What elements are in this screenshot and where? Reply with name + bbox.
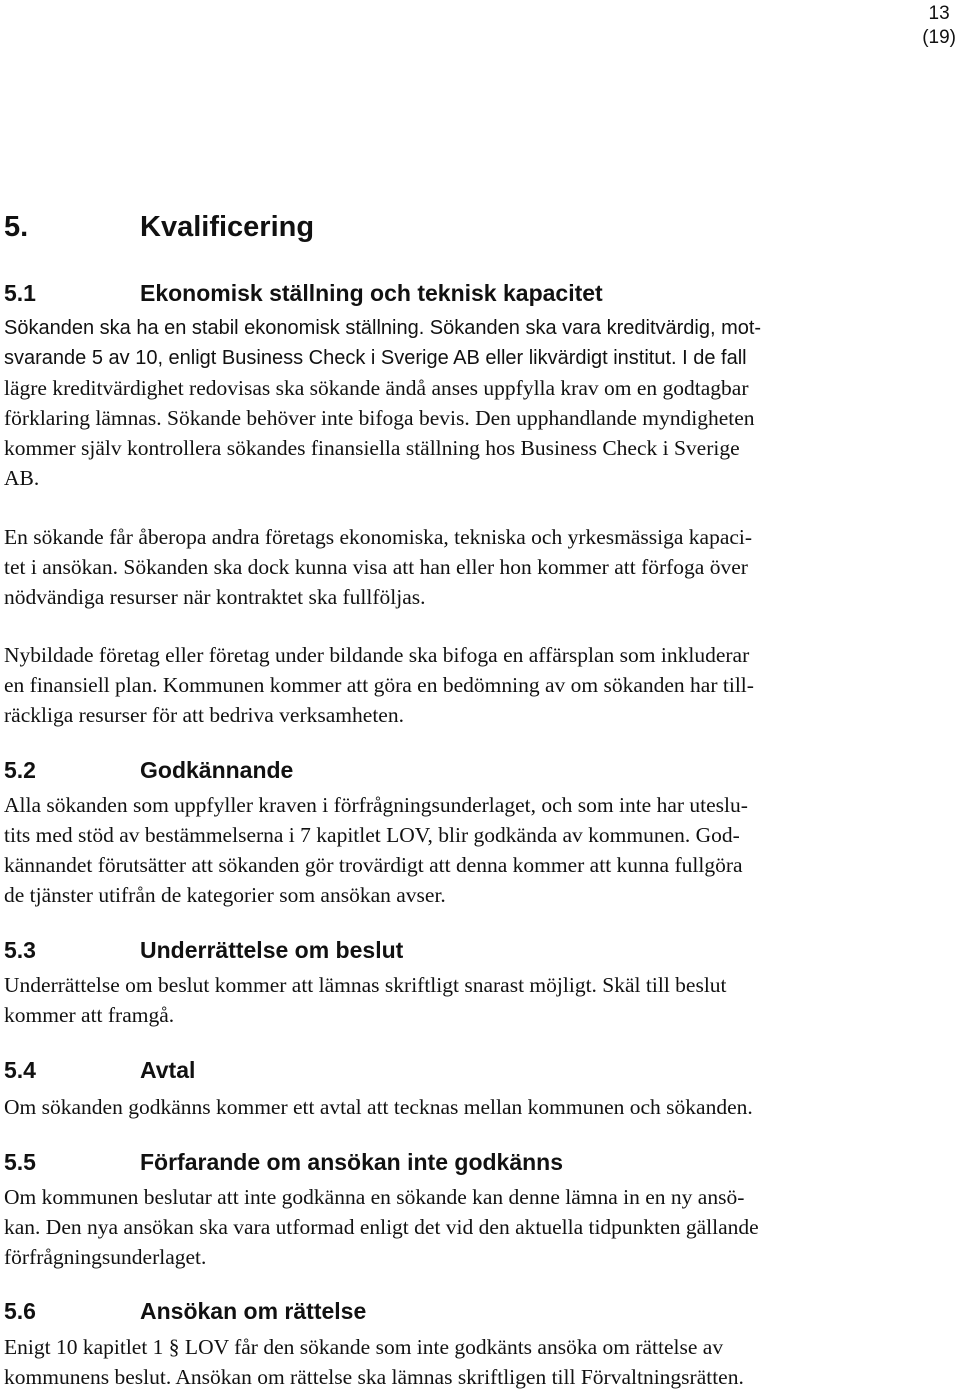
section-number: 5.6 <box>4 1298 36 1324</box>
section-heading-5-6 <box>4 1297 366 1325</box>
text-line: förklaring lämnas. Sökande behöver inte bifoga bevis. Den upphandlande myndigheten <box>4 406 755 430</box>
paragraph-5-4 <box>4 1092 954 1122</box>
text-line: tits med stöd av bestämmelserna i 7 kapitlet LOV, blir godkända av kommunen. God- <box>4 823 740 847</box>
paragraph-5-1-b <box>4 522 954 612</box>
section-heading-5 <box>4 210 314 244</box>
text-line: förfrågningsunderlaget. <box>4 1245 207 1269</box>
text-line: tet i ansökan. Sökanden ska dock kunna visa att han eller hon kommer att förfoga över <box>4 555 748 579</box>
text-line: en finansiell plan. Kommunen kommer att göra en bedömning av om sökanden har till- <box>4 673 754 697</box>
text-line: Alla sökanden som uppfyller kraven i förfrågningsunderlaget, och som inte har uteslu- <box>4 793 748 817</box>
paragraph-5-3 <box>4 970 954 1030</box>
text-line: Enigt 10 kapitlet 1 § LOV får den sökande som inte godkänts ansöka om rättelse av <box>4 1335 724 1359</box>
page-number-current: 13 <box>928 3 950 24</box>
text-line: kännandet förutsätter att sökanden gör trovärdigt att denna kommer att kunna fullgöra <box>4 853 743 877</box>
section-heading-5-2 <box>4 756 293 784</box>
paragraph-5-5 <box>4 1182 954 1272</box>
text-line: Om sökanden godkänns kommer ett avtal att tecknas mellan kommunen och sökanden. <box>4 1095 753 1119</box>
section-number: 5.2 <box>4 757 36 783</box>
section-number: 5.1 <box>4 280 36 306</box>
text-line: svarande 5 av 10, enligt Business Check i Sverige AB eller likvärdigt institut. I de fall <box>4 347 747 369</box>
text-line: Nybildade företag eller företag under bildande ska bifoga en affärsplan som inkluderar <box>4 643 750 667</box>
text-line: En sökande får åberopa andra företags ekonomiska, tekniska och yrkesmässiga kapaci- <box>4 525 753 549</box>
page-number <box>922 2 956 50</box>
section-title: Kvalificering <box>140 211 315 243</box>
text-line: kommer att framgå. <box>4 1003 175 1027</box>
paragraph-5-6 <box>4 1332 954 1392</box>
text-line: Sökanden ska ha en stabil ekonomisk ställning. Sökanden ska vara kreditvärdig, mot- <box>4 317 762 339</box>
text-line: kommer själv kontrollera sökandes finansiella ställning hos Business Check i Sverige <box>4 436 740 460</box>
section-number: 5.3 <box>4 937 36 963</box>
section-number: 5.5 <box>4 1149 36 1175</box>
section-number: 5. <box>4 211 29 243</box>
text-line: Om kommunen beslutar att inte godkänna en sökande kan denne lämna in en ny ansö- <box>4 1185 745 1209</box>
section-heading-5-4 <box>4 1056 195 1084</box>
paragraph-5-2 <box>4 790 954 910</box>
section-title: Ansökan om rättelse <box>140 1298 367 1324</box>
text-line: räckliga resurser för att bedriva verksamheten. <box>4 703 404 727</box>
section-heading-5-5 <box>4 1148 563 1176</box>
paragraph-5-1-c <box>4 640 954 730</box>
text-line: kan. Den nya ansökan ska vara utformad enligt det vid den aktuella tidpunkten gällande <box>4 1215 759 1239</box>
section-title: Förfarande om ansökan inte godkänns <box>140 1149 564 1175</box>
section-title: Ekonomisk ställning och teknisk kapacitet <box>140 280 603 306</box>
section-heading-5-3 <box>4 936 403 964</box>
text-line: lägre kreditvärdighet redovisas ska sökande ändå anses uppfylla krav om en godtagbar <box>4 376 749 400</box>
text-line: kommunens beslut. Ansökan om rättelse ska lämnas skriftligen till Förvaltningsrätten. <box>4 1365 744 1389</box>
page-number-total: (19) <box>922 27 956 48</box>
text-line: de tjänster utifrån de kategorier som ansökan avser. <box>4 883 446 907</box>
section-title: Underrättelse om beslut <box>140 937 404 963</box>
section-number: 5.4 <box>4 1057 36 1083</box>
text-line: AB. <box>4 466 40 490</box>
paragraph-5-1-a <box>4 313 954 493</box>
text-line: nödvändiga resurser när kontraktet ska fullföljas. <box>4 585 426 609</box>
section-heading-5-1 <box>4 279 603 307</box>
section-title: Avtal <box>140 1057 196 1083</box>
text-line: Underrättelse om beslut kommer att lämnas skriftligt snarast möjligt. Skäl till beslut <box>4 973 727 997</box>
section-title: Godkännande <box>140 757 294 783</box>
